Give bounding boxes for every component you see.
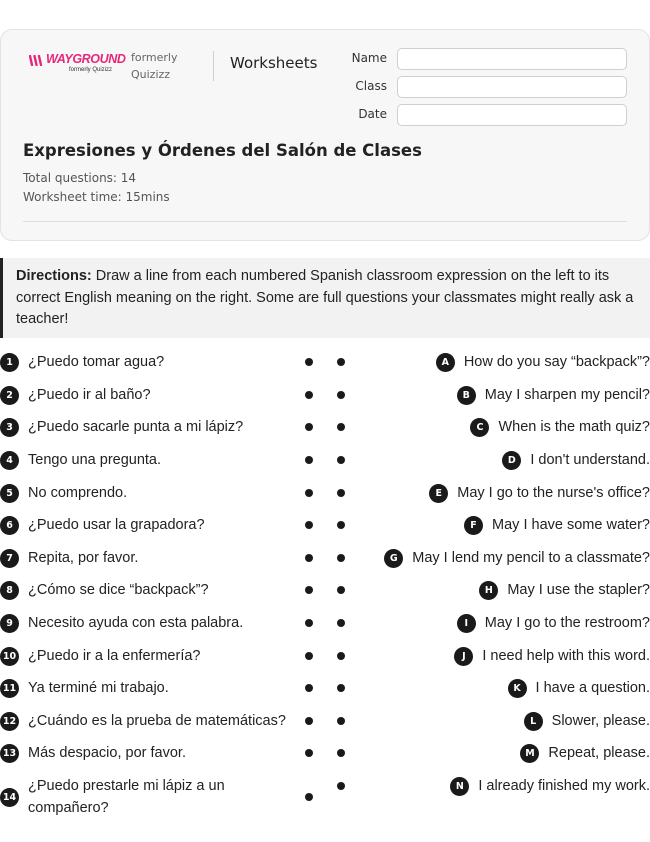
left-item bbox=[0, 514, 300, 536]
logo-mark-icon bbox=[29, 55, 43, 66]
left-connect-dot[interactable] bbox=[305, 423, 313, 431]
right-item bbox=[479, 579, 650, 601]
letter-badge: M bbox=[520, 744, 539, 763]
right-connect-dot[interactable] bbox=[337, 423, 345, 431]
left-item bbox=[0, 351, 300, 373]
left-item bbox=[0, 416, 300, 438]
english-meaning: I don't understand. bbox=[530, 452, 650, 468]
letter-badge: D bbox=[502, 451, 521, 470]
number-badge: 9 bbox=[0, 614, 19, 633]
spanish-expression: ¿Puedo usar la grapadora? bbox=[28, 517, 205, 533]
left-item bbox=[0, 384, 300, 406]
letter-badge: H bbox=[479, 581, 498, 600]
letter-badge: C bbox=[470, 418, 489, 437]
worksheet-title: Expresiones y Órdenes del Salón de Clases bbox=[23, 141, 422, 160]
right-connect-dot[interactable] bbox=[337, 619, 345, 627]
english-meaning: Slower, please. bbox=[551, 713, 650, 729]
left-connect-dot[interactable] bbox=[305, 586, 313, 594]
spanish-expression: ¿Puedo tomar agua? bbox=[28, 354, 165, 370]
spanish-expression: No comprendo. bbox=[28, 485, 128, 501]
letter-badge: G bbox=[384, 549, 403, 568]
english-meaning: May I go to the nurse's office? bbox=[457, 485, 650, 501]
spanish-expression: ¿Puedo prestarle mi lápiz a un compañero? bbox=[28, 778, 225, 816]
left-connect-dot[interactable] bbox=[305, 521, 313, 529]
left-item bbox=[0, 449, 300, 471]
spanish-expression: Ya terminé mi trabajo. bbox=[28, 680, 169, 696]
name-label: Name bbox=[351, 51, 387, 65]
worksheets-label: Worksheets bbox=[230, 54, 318, 72]
number-badge: 11 bbox=[0, 679, 19, 698]
number-badge: 14 bbox=[0, 788, 19, 807]
spanish-expression: ¿Puedo ir al baño? bbox=[28, 387, 151, 403]
right-item bbox=[429, 482, 650, 504]
right-connect-dot[interactable] bbox=[337, 652, 345, 660]
number-badge: 4 bbox=[0, 451, 19, 470]
english-meaning: May I have some water? bbox=[492, 517, 650, 533]
header-rule bbox=[23, 221, 627, 222]
right-connect-dot[interactable] bbox=[337, 717, 345, 725]
letter-badge: B bbox=[457, 386, 476, 405]
left-connect-dot[interactable] bbox=[305, 652, 313, 660]
class-field[interactable] bbox=[397, 76, 627, 98]
right-item bbox=[457, 612, 650, 634]
directions-label: Directions: bbox=[16, 268, 92, 284]
left-connect-dot[interactable] bbox=[305, 489, 313, 497]
name-field[interactable] bbox=[397, 48, 627, 70]
right-item bbox=[470, 416, 650, 438]
letter-badge: L bbox=[524, 712, 543, 731]
english-meaning: May I sharpen my pencil? bbox=[484, 387, 650, 403]
right-item bbox=[457, 384, 650, 406]
right-item bbox=[520, 742, 650, 764]
number-badge: 6 bbox=[0, 516, 19, 535]
right-item bbox=[524, 710, 650, 732]
number-badge: 2 bbox=[0, 386, 19, 405]
english-meaning: I already finished my work. bbox=[478, 778, 650, 794]
number-badge: 3 bbox=[0, 418, 19, 437]
letter-badge: A bbox=[436, 353, 455, 372]
number-badge: 8 bbox=[0, 581, 19, 600]
class-label: Class bbox=[355, 79, 387, 93]
number-badge: 7 bbox=[0, 549, 19, 568]
english-meaning: May I lend my pencil to a classmate? bbox=[412, 550, 650, 566]
number-badge: 5 bbox=[0, 484, 19, 503]
left-item bbox=[0, 579, 300, 601]
left-connect-dot[interactable] bbox=[305, 749, 313, 757]
left-connect-dot[interactable] bbox=[305, 554, 313, 562]
english-meaning: Repeat, please. bbox=[548, 745, 650, 761]
wayground-logo bbox=[29, 52, 126, 78]
english-meaning: May I go to the restroom? bbox=[484, 615, 650, 631]
right-connect-dot[interactable] bbox=[337, 684, 345, 692]
right-item bbox=[464, 514, 650, 536]
right-connect-dot[interactable] bbox=[337, 554, 345, 562]
english-meaning: May I use the stapler? bbox=[507, 582, 650, 598]
worksheet-time: Worksheet time: 15mins bbox=[23, 190, 170, 204]
logo-wordmark: WAYGROUND bbox=[46, 52, 126, 66]
spanish-expression: Tengo una pregunta. bbox=[28, 452, 162, 468]
left-item bbox=[0, 645, 300, 667]
letter-badge: F bbox=[464, 516, 483, 535]
left-item bbox=[0, 482, 300, 504]
letter-badge: E bbox=[429, 484, 448, 503]
number-badge: 1 bbox=[0, 353, 19, 372]
right-item bbox=[436, 351, 650, 373]
letter-badge: K bbox=[508, 679, 527, 698]
right-item bbox=[384, 547, 650, 569]
english-meaning: I have a question. bbox=[535, 680, 650, 696]
spanish-expression: Necesito ayuda con esta palabra. bbox=[28, 615, 244, 631]
left-connect-dot[interactable] bbox=[305, 793, 313, 801]
spanish-expression: ¿Cómo se dice “backpack”? bbox=[28, 582, 209, 598]
right-connect-dot[interactable] bbox=[337, 489, 345, 497]
left-item bbox=[0, 677, 300, 699]
spanish-expression: ¿Cuándo es la prueba de matemáticas? bbox=[28, 713, 286, 729]
left-connect-dot[interactable] bbox=[305, 456, 313, 464]
letter-badge: I bbox=[457, 614, 476, 633]
right-connect-dot[interactable] bbox=[337, 782, 345, 790]
right-item bbox=[508, 677, 650, 699]
left-item bbox=[0, 612, 300, 634]
date-field[interactable] bbox=[397, 104, 627, 126]
letter-badge: J bbox=[454, 647, 473, 666]
left-item bbox=[0, 710, 300, 732]
spanish-expression: Repita, por favor. bbox=[28, 550, 139, 566]
left-connect-dot[interactable] bbox=[305, 684, 313, 692]
date-label: Date bbox=[358, 107, 387, 121]
right-connect-dot[interactable] bbox=[337, 586, 345, 594]
english-meaning: When is the math quiz? bbox=[498, 419, 650, 435]
right-item bbox=[454, 645, 650, 667]
right-item bbox=[502, 449, 650, 471]
spanish-expression: Más despacio, por favor. bbox=[28, 745, 186, 761]
english-meaning: I need help with this word. bbox=[482, 648, 650, 664]
number-badge: 10 bbox=[0, 647, 19, 666]
english-meaning: How do you say “backpack”? bbox=[463, 354, 650, 370]
left-connect-dot[interactable] bbox=[305, 358, 313, 366]
number-badge: 13 bbox=[0, 744, 19, 763]
left-item bbox=[0, 742, 300, 764]
left-connect-dot[interactable] bbox=[305, 717, 313, 725]
total-questions: Total questions: 14 bbox=[23, 171, 137, 185]
formerly-quizizz-note: formerly Quizizz bbox=[131, 51, 178, 81]
letter-badge: N bbox=[450, 777, 469, 796]
right-connect-dot[interactable] bbox=[337, 391, 345, 399]
right-connect-dot[interactable] bbox=[337, 521, 345, 529]
spanish-expression: ¿Puedo ir a la enfermería? bbox=[28, 648, 201, 664]
left-connect-dot[interactable] bbox=[305, 391, 313, 399]
directions-box bbox=[0, 258, 650, 338]
number-badge: 12 bbox=[0, 712, 19, 731]
spanish-expression: ¿Puedo sacarle punta a mi lápiz? bbox=[28, 419, 244, 435]
right-connect-dot[interactable] bbox=[337, 358, 345, 366]
logo-subtitle: formerly Quizizz bbox=[69, 67, 113, 73]
left-item bbox=[0, 775, 300, 819]
left-connect-dot[interactable] bbox=[305, 619, 313, 627]
right-item bbox=[450, 775, 650, 797]
directions-text: Draw a line from each numbered Spanish classroom expression on the left to its correct English meaning on the right. Some are full questions your classmates might really ask a teacher! bbox=[16, 268, 634, 327]
header-divider bbox=[213, 51, 214, 81]
left-item bbox=[0, 547, 300, 569]
right-connect-dot[interactable] bbox=[337, 749, 345, 757]
right-connect-dot[interactable] bbox=[337, 456, 345, 464]
